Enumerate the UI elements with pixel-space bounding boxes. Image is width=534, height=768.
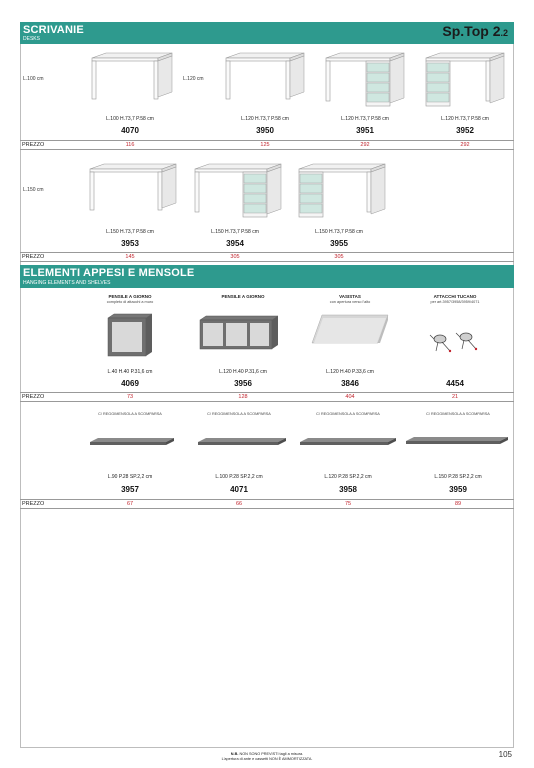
product-title: ATTACCHI TUCANO [433, 294, 477, 299]
product-code: 3950 [256, 126, 274, 135]
product-title: PENSILE A GIORNO [108, 294, 152, 299]
bracket-image [428, 327, 482, 359]
price: 128 [238, 394, 248, 400]
shelf-image [298, 436, 398, 450]
price: 116 [125, 142, 135, 148]
price-label: PREZZO [22, 394, 45, 400]
price: 292 [460, 142, 470, 148]
price: 75 [344, 501, 352, 507]
dimensions: L.150 H.73,7 P.58 cm [211, 229, 259, 235]
dimensions: L.120 H.73,7 P.58 cm [441, 116, 489, 122]
price: 89 [454, 501, 462, 507]
desk-drawers-image [191, 163, 283, 219]
product-code: 3959 [449, 485, 467, 494]
shelf-image [404, 435, 510, 449]
product-code: 4071 [230, 485, 248, 494]
product-title: PENSILE A GIORNO [221, 294, 265, 299]
product-code: 3951 [356, 126, 374, 135]
product-title: VASISTAS [339, 294, 361, 299]
product-note: C/ REGGIMENSOLA A SCOMPARSA [316, 412, 380, 416]
price: 404 [345, 394, 355, 400]
section-subtitle: DESKS [23, 36, 40, 42]
price: 66 [235, 501, 243, 507]
product-code: 3956 [234, 379, 252, 388]
section-header-desks [20, 22, 514, 44]
desk-image [222, 52, 306, 102]
width-label: L.100 cm [23, 76, 44, 82]
footer-line2: L'apertura di ante e cassetti NON È AMMORTIZZATA. [221, 757, 313, 761]
dimensions: L.90 P.28 SP.2,2 cm [107, 474, 153, 480]
product-note: per art.3957/3958/3959/4071 [430, 300, 480, 304]
section-title: ELEMENTI APPESI E MENSOLE [23, 267, 195, 279]
series-tab: Sp.Top 2.2 [442, 23, 508, 39]
shelf-image [196, 436, 288, 450]
dimensions: L.120 H.73,7 P.58 cm [341, 116, 389, 122]
footer-note [200, 752, 334, 762]
dimensions: L.120 H.40 P.31,6 cm [219, 369, 267, 375]
wall-cube-image [106, 312, 154, 358]
price: 292 [360, 142, 370, 148]
desk-drawers-image [322, 52, 406, 108]
price: 73 [126, 394, 134, 400]
product-code: 3954 [226, 239, 244, 248]
shelf-image [88, 436, 176, 450]
dimensions: L.120 H.73,7 P.58 cm [241, 116, 289, 122]
desk-image [88, 52, 174, 102]
product-code: 3952 [456, 126, 474, 135]
desk-image [86, 163, 178, 215]
product-code: 4070 [121, 126, 139, 135]
product-note: C/ REGGIMENSOLA A SCOMPARSA [207, 412, 271, 416]
price: 305 [230, 254, 240, 260]
dimensions: L.40 H.40 P.31,6 cm [107, 369, 153, 375]
product-note: C/ REGGIMENSOLA A SCOMPARSA [426, 412, 490, 416]
product-note: C/ REGGIMENSOLA A SCOMPARSA [98, 412, 162, 416]
section-subtitle: HANGING ELEMENTS AND SHELVES [23, 280, 111, 286]
section-title: SCRIVANIE [23, 24, 84, 36]
price: 305 [334, 254, 344, 260]
price: 125 [260, 142, 270, 148]
dimensions: L.150 H.73,7 P.58 cm [315, 229, 363, 235]
width-label: L.150 cm [23, 187, 44, 193]
price: 21 [451, 394, 459, 400]
product-code: 3958 [339, 485, 357, 494]
product-code: 3953 [121, 239, 139, 248]
product-code: 3957 [121, 485, 139, 494]
product-code: 3955 [330, 239, 348, 248]
price-label: PREZZO [22, 142, 45, 148]
flap-unit-image [308, 312, 390, 346]
dimensions: L.150 P.28 SP.2,2 cm [434, 474, 482, 480]
price: 67 [126, 501, 134, 507]
price-label: PREZZO [22, 501, 45, 507]
footer-nb: N.B. [230, 752, 239, 756]
desk-drawers-image [295, 163, 387, 219]
section-header-hanging [20, 265, 514, 288]
dimensions: L.120 P.28 SP.2,2 cm [324, 474, 372, 480]
price-label: PREZZO [22, 254, 45, 260]
wall-unit-image [198, 315, 280, 351]
dimensions: L.150 H.73,7 P.58 cm [106, 229, 154, 235]
page-number: 105 [498, 750, 512, 759]
product-note: completo di attacchi a muro [106, 300, 154, 304]
product-code: 4069 [121, 379, 139, 388]
desk-drawers-image [422, 52, 506, 108]
footer-line1: NON SONO PREVISTI tagli a misura. [239, 752, 304, 756]
dimensions: L.120 H.40 P.33,6 cm [326, 369, 374, 375]
width-label: L.120 cm [183, 76, 204, 82]
product-note: con apertura verso l'alto [329, 300, 371, 304]
price: 145 [125, 254, 135, 260]
dimensions: L.100 H.73,7 P.58 cm [106, 116, 154, 122]
price-row [20, 252, 514, 262]
product-code: 4454 [446, 379, 464, 388]
dimensions: L.100 P.28 SP.2,2 cm [215, 474, 263, 480]
product-code: 3846 [341, 379, 359, 388]
